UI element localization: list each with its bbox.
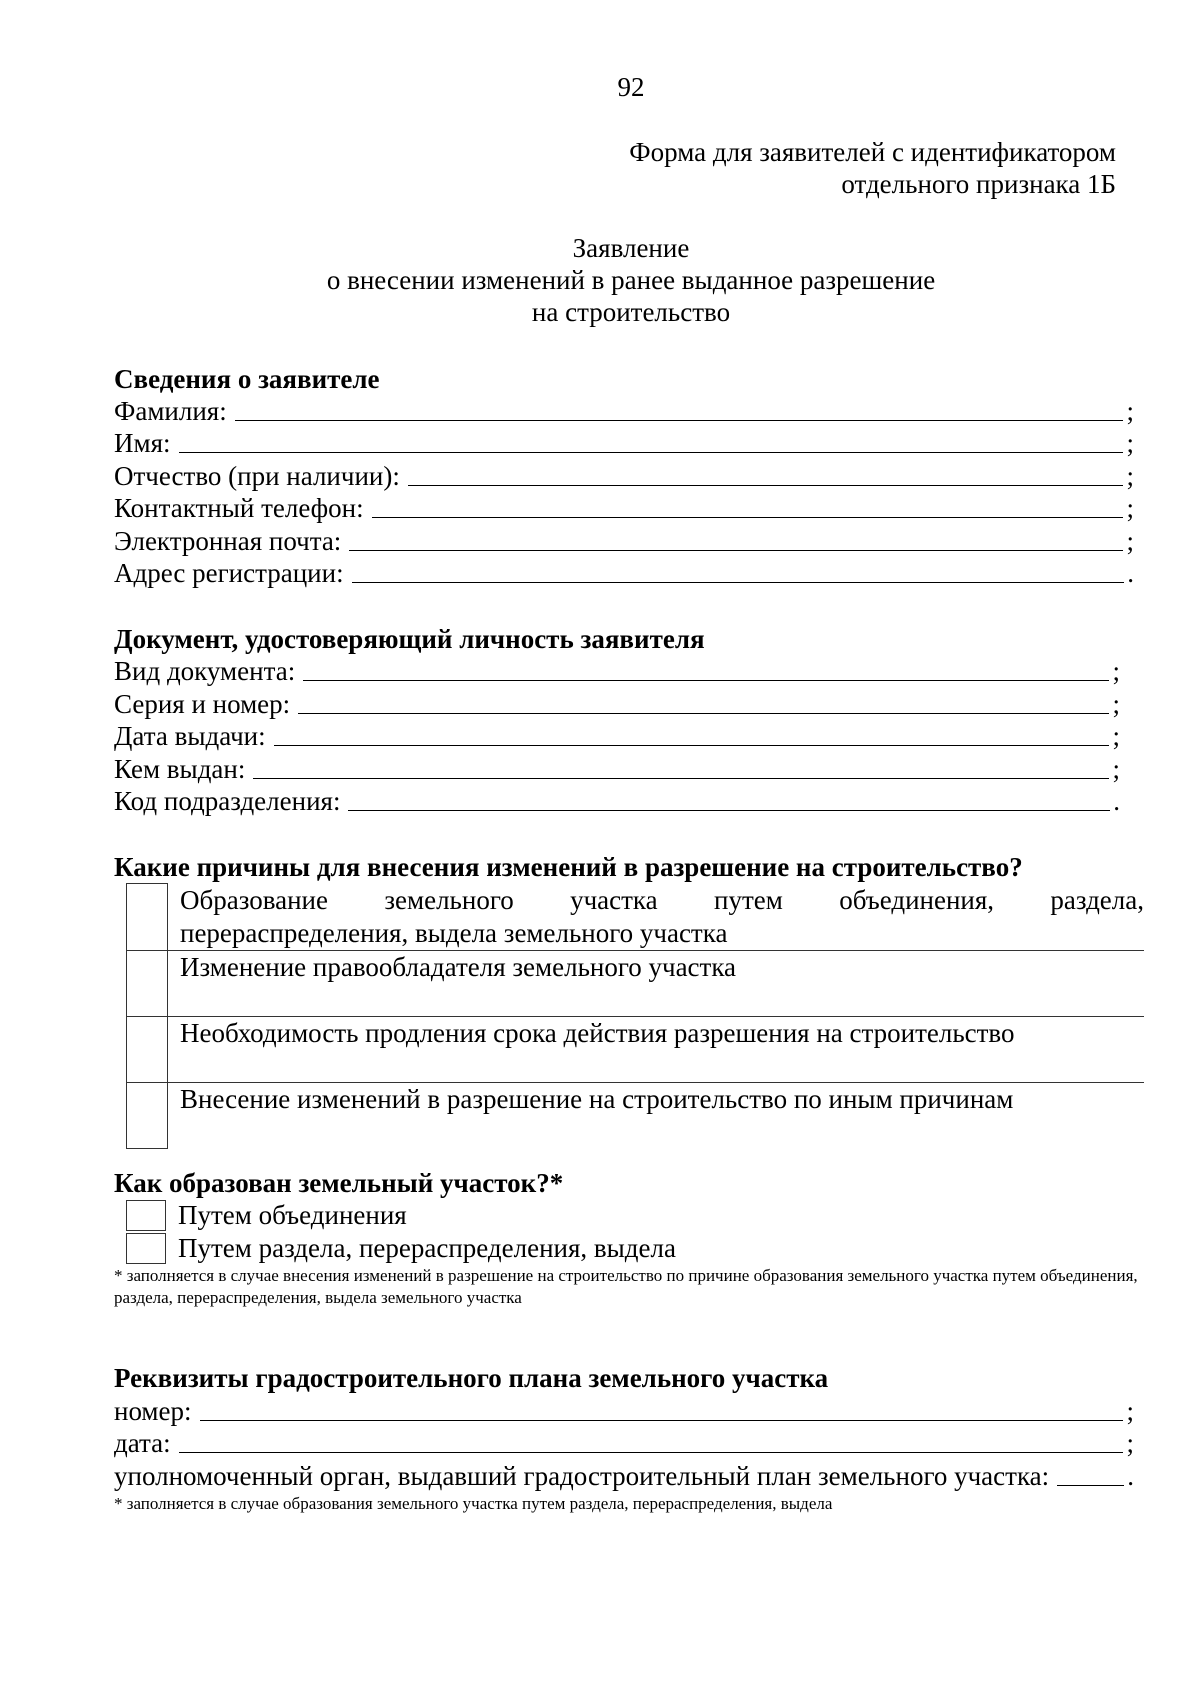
- phone-input[interactable]: [372, 493, 1124, 518]
- surname-field: [114, 395, 1134, 427]
- reason-option-row: [127, 884, 1145, 951]
- gpzu-number-field: [114, 1395, 1134, 1427]
- form-identifier-line-1: Форма для заявителей с идентификатором: [629, 137, 1116, 167]
- division-code-label: Код подразделения:: [114, 786, 341, 816]
- formation-split-label: Путем раздела, перераспределения, выдела: [178, 1233, 676, 1263]
- reason-owner-change-text: Изменение правообладателя земельного участка: [168, 950, 1145, 1016]
- patronymic-label: Отчество (при наличии):: [114, 461, 400, 491]
- issue-date-end-mark: ;: [1112, 721, 1120, 751]
- formation-merge-label: Путем объединения: [178, 1200, 407, 1230]
- gpzu-footnote: * заполняется в случае образования земельного участка путем раздела, перераспределения, выдела: [114, 1494, 833, 1513]
- gpzu-date-field: [114, 1427, 1134, 1459]
- gpzu-section-heading: Реквизиты градостроительного плана земельного участка: [114, 1363, 829, 1393]
- registration-address-field: [114, 557, 1134, 589]
- gpzu-number-end-mark: ;: [1126, 1396, 1134, 1426]
- reason-extension-text: Необходимость продления срока действия разрешения на строительство: [168, 1016, 1145, 1082]
- document-title: [0, 232, 1200, 328]
- reason-option-row: [127, 950, 1145, 1016]
- gpzu-date-input[interactable]: [179, 1428, 1124, 1453]
- division-code-input[interactable]: [348, 786, 1110, 811]
- first-name-input[interactable]: [179, 428, 1124, 453]
- reason-option-row: [127, 1082, 1145, 1148]
- first-name-field: [114, 427, 1134, 459]
- form-identifier-line-2: отдельного признака 1Б: [841, 169, 1116, 199]
- email-field: [114, 525, 1134, 557]
- surname-end-mark: ;: [1126, 396, 1134, 426]
- issued-by-input[interactable]: [253, 754, 1109, 779]
- surname-input[interactable]: [235, 396, 1124, 421]
- email-label: Электронная почта:: [114, 526, 342, 556]
- email-end-mark: ;: [1126, 526, 1134, 556]
- document-title-line-1: Заявление: [572, 233, 690, 263]
- phone-field: [114, 492, 1134, 524]
- first-name-end-mark: ;: [1126, 428, 1134, 458]
- document-type-label: Вид документа:: [114, 656, 296, 686]
- patronymic-field: [114, 460, 1134, 492]
- formation-split-option: [126, 1232, 676, 1265]
- registration-address-input[interactable]: [352, 558, 1125, 583]
- reason-extension-checkbox[interactable]: [127, 1016, 168, 1082]
- form-identifier: [629, 136, 1116, 200]
- division-code-end-mark: .: [1113, 786, 1120, 816]
- gpzu-date-label: дата:: [114, 1428, 171, 1458]
- reason-owner-change-checkbox[interactable]: [127, 950, 168, 1016]
- gpzu-number-input[interactable]: [200, 1396, 1124, 1421]
- reason-land-formation-line-2: перераспределения, выдела земельного участка: [180, 917, 728, 948]
- reasons-section-heading: Какие причины для внесения изменений в разрешение на строительство?: [114, 852, 1023, 882]
- issue-date-field: [114, 720, 1120, 752]
- series-number-field: [114, 688, 1120, 720]
- reason-land-formation-checkbox[interactable]: [127, 884, 168, 951]
- gpzu-authority-input[interactable]: [1057, 1461, 1124, 1486]
- formation-merge-checkbox[interactable]: [126, 1200, 166, 1231]
- formation-merge-option: [126, 1199, 407, 1232]
- land-formation-section-heading: Как образован земельный участок?*: [114, 1168, 564, 1198]
- reason-option-row: [127, 1016, 1145, 1082]
- document-type-end-mark: ;: [1112, 656, 1120, 686]
- gpzu-authority-field: [114, 1460, 1134, 1492]
- phone-label: Контактный телефон:: [114, 493, 364, 523]
- patronymic-input[interactable]: [408, 461, 1124, 486]
- document-title-line-3: на строительство: [531, 297, 731, 327]
- identity-document-section-heading: Документ, удостоверяющий личность заявителя: [114, 624, 705, 654]
- registration-address-end-mark: .: [1127, 558, 1134, 588]
- gpzu-date-end-mark: ;: [1126, 1428, 1134, 1458]
- issued-by-field: [114, 753, 1120, 785]
- gpzu-authority-label: уполномоченный орган, выдавший градостроительный план земельного участка:: [114, 1461, 1050, 1491]
- registration-address-label: Адрес регистрации:: [114, 558, 344, 588]
- formation-split-checkbox[interactable]: [126, 1233, 166, 1264]
- reasons-options-table: [126, 883, 1144, 1149]
- document-type-field: [114, 655, 1120, 687]
- land-formation-footnote: * заполняется в случае внесения изменений в разрешение на строительство по причине образования земельного участка путем объединения, раздела, перераспределения, выдела земельного участка: [114, 1266, 1138, 1307]
- series-number-input[interactable]: [298, 689, 1109, 714]
- division-code-field: [114, 785, 1120, 817]
- reason-other-text: Внесение изменений в разрешение на строительство по иным причинам: [168, 1082, 1145, 1148]
- issue-date-label: Дата выдачи:: [114, 721, 266, 751]
- page-number: 92: [617, 72, 645, 102]
- phone-end-mark: ;: [1126, 493, 1134, 523]
- document-title-line-2: о внесении изменений в ранее выданное разрешение: [326, 265, 936, 295]
- first-name-label: Имя:: [114, 428, 171, 458]
- reason-land-formation-text: [168, 884, 1145, 951]
- document-type-input[interactable]: [303, 656, 1109, 681]
- issue-date-input[interactable]: [274, 721, 1110, 746]
- gpzu-number-label: номер:: [114, 1396, 192, 1426]
- gpzu-authority-end-mark: .: [1127, 1461, 1134, 1491]
- issued-by-label: Кем выдан:: [114, 754, 246, 784]
- applicant-section-heading: Сведения о заявителе: [114, 364, 380, 394]
- surname-label: Фамилия:: [114, 396, 227, 426]
- series-number-label: Серия и номер:: [114, 689, 291, 719]
- patronymic-end-mark: ;: [1126, 461, 1134, 491]
- reason-land-formation-line-1: Образование земельного участка путем объединения, раздела,: [180, 884, 1144, 915]
- series-number-end-mark: ;: [1112, 689, 1120, 719]
- issued-by-end-mark: ;: [1112, 754, 1120, 784]
- reason-other-checkbox[interactable]: [127, 1082, 168, 1148]
- email-input[interactable]: [349, 526, 1123, 551]
